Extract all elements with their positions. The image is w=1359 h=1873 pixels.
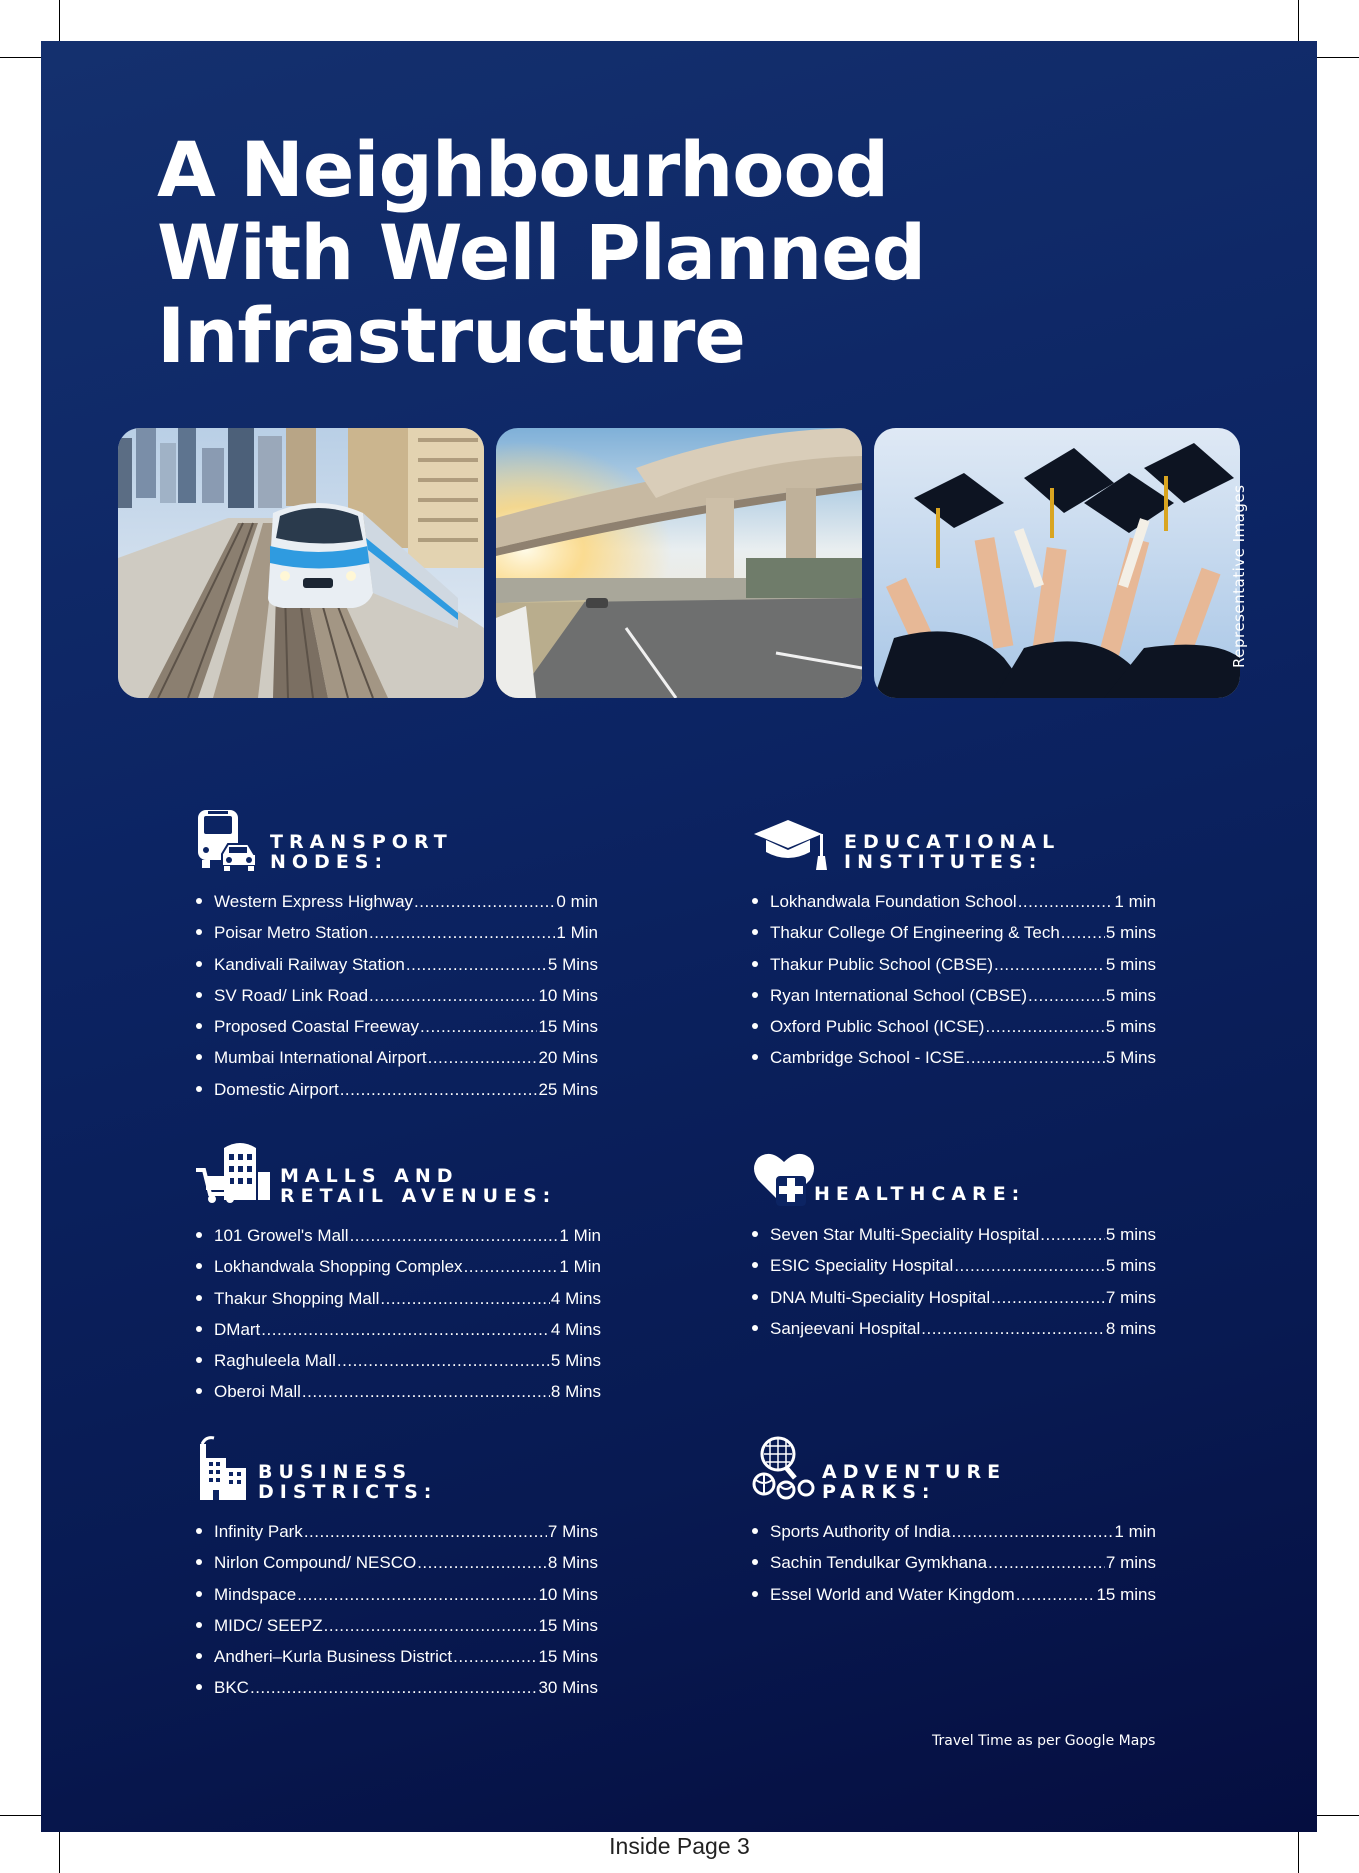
- leader-dots: [428, 1042, 538, 1073]
- travel-time: 5 mins: [1105, 954, 1156, 974]
- business-list: [196, 1516, 598, 1704]
- place-name: Cambridge School - ICSE: [770, 1048, 965, 1068]
- section-header: [196, 1436, 626, 1506]
- section-title-line: PARKS:: [822, 1481, 936, 1503]
- travel-time: 1 min: [1114, 892, 1156, 911]
- place-name: Seven Star Multi-Speciality Hospital: [770, 1225, 1040, 1244]
- leader-dots: [954, 1250, 1105, 1281]
- place-name: Andheri–Kurla Business District: [214, 1647, 453, 1667]
- place-name: Essel World and Water Kingdom: [770, 1584, 1015, 1604]
- place-name: Kandivali Railway Station: [214, 954, 405, 974]
- section-business: [196, 1436, 626, 1698]
- travel-time: 8 mins: [1105, 1318, 1156, 1338]
- headline-line: A Neighbourhood: [157, 125, 889, 214]
- adventure-list: [752, 1516, 1156, 1610]
- list-item: [752, 1282, 1156, 1313]
- list-item: [196, 1220, 601, 1251]
- section-header: [196, 808, 626, 878]
- travel-time: 1 Min: [559, 1257, 601, 1277]
- shopping-cart-icon: [196, 1140, 272, 1204]
- place-name: Thakur Shopping Mall: [214, 1288, 380, 1308]
- leader-dots: [1016, 1579, 1096, 1610]
- section-title-line: TRANSPORT: [270, 831, 453, 853]
- list-item: [752, 917, 1156, 948]
- travel-time: 7 mins: [1105, 1553, 1156, 1573]
- list-item: [196, 1579, 598, 1610]
- leader-dots: [420, 1011, 537, 1042]
- travel-time-footnote: Travel Time as per Google Maps: [932, 1733, 1156, 1749]
- place-name: Sanjeevani Hospital: [770, 1318, 921, 1338]
- crop-mark: [1317, 57, 1359, 58]
- travel-time: 10 Mins: [538, 1584, 598, 1604]
- travel-time: 10 Mins: [538, 985, 598, 1005]
- list-item: [196, 949, 598, 980]
- travel-time: 0 min: [556, 892, 598, 911]
- travel-time: 7 mins: [1105, 1287, 1156, 1307]
- section-header: [752, 1148, 1182, 1218]
- graduation-cap-icon: [752, 808, 828, 872]
- section-title: [844, 832, 1060, 872]
- place-name: Thakur Public School (CBSE): [770, 954, 993, 974]
- leader-dots: [988, 1547, 1105, 1578]
- leader-dots: [337, 1345, 550, 1376]
- place-name: Raghuleela Mall: [214, 1351, 336, 1371]
- transport-list: [196, 886, 598, 1105]
- list-item: [196, 1345, 601, 1376]
- travel-time: 5 mins: [1105, 1256, 1156, 1276]
- travel-time: 25 Mins: [538, 1079, 598, 1099]
- leader-dots: [1040, 1219, 1105, 1250]
- section-title-line: RETAIL AVENUES:: [280, 1185, 557, 1207]
- headline-line: Infrastructure: [157, 291, 745, 380]
- place-name: SV Road/ Link Road: [214, 985, 369, 1005]
- leader-dots: [304, 1516, 547, 1547]
- place-name: Lokhandwala Foundation School: [770, 892, 1017, 911]
- list-item: [196, 1547, 598, 1578]
- malls-list: [196, 1220, 601, 1408]
- list-item: [196, 1042, 598, 1073]
- place-name: Proposed Coastal Freeway: [214, 1017, 420, 1037]
- list-item: [752, 1516, 1156, 1547]
- place-name: Mumbai International Airport: [214, 1048, 427, 1068]
- list-item: [196, 1672, 598, 1703]
- place-name: Infinity Park: [214, 1522, 303, 1541]
- list-item: [196, 1610, 598, 1641]
- place-name: 101 Growel's Mall: [214, 1226, 349, 1245]
- section-header: [196, 1140, 626, 1210]
- place-name: DNA Multi-Speciality Hospital: [770, 1287, 991, 1307]
- travel-time: 15 Mins: [538, 1615, 598, 1635]
- travel-time: 4 Mins: [550, 1319, 601, 1339]
- leader-dots: [991, 1282, 1105, 1313]
- section-title-line: DISTRICTS:: [258, 1481, 438, 1503]
- leader-dots: [1061, 917, 1105, 948]
- leader-dots: [414, 886, 555, 917]
- list-item: [196, 980, 598, 1011]
- travel-time: 4 Mins: [550, 1288, 601, 1308]
- crop-mark: [1317, 1815, 1359, 1816]
- place-name: Poisar Metro Station: [214, 923, 369, 943]
- travel-time: 1 Min: [559, 1226, 601, 1245]
- leader-dots: [453, 1641, 537, 1672]
- travel-time: 5 mins: [1105, 1017, 1156, 1037]
- section-transport: [196, 808, 626, 1099]
- section-title-line: EDUCATIONAL: [844, 831, 1061, 853]
- list-item: [196, 1283, 601, 1314]
- section-title-line: MALLS AND: [280, 1165, 459, 1187]
- section-header: [752, 808, 1182, 878]
- travel-time: 30 Mins: [538, 1678, 598, 1698]
- leader-dots: [302, 1376, 550, 1407]
- section-education: [752, 808, 1182, 1068]
- section-healthcare: [752, 1148, 1182, 1338]
- photo-graduation-caps: [874, 428, 1240, 698]
- section-adventure: [752, 1436, 1182, 1604]
- list-item: [196, 1376, 601, 1407]
- list-item: [752, 1547, 1156, 1578]
- leader-dots: [324, 1610, 538, 1641]
- representative-images-note: Representative Images: [1230, 484, 1248, 668]
- place-name: Thakur College Of Engineering & Tech: [770, 923, 1060, 943]
- crop-mark: [59, 0, 60, 41]
- travel-time: 20 Mins: [538, 1048, 598, 1068]
- list-item: [752, 1011, 1156, 1042]
- list-item: [196, 1251, 601, 1282]
- place-name: BKC: [214, 1678, 249, 1698]
- travel-time: 15 Mins: [538, 1647, 598, 1667]
- section-title-line: BUSINESS: [258, 1461, 413, 1483]
- list-item: [752, 886, 1156, 917]
- section-header: [752, 1436, 1182, 1506]
- leader-dots: [1028, 980, 1105, 1011]
- section-title: [280, 1166, 556, 1206]
- place-name: Mindspace: [214, 1584, 297, 1604]
- travel-time: 5 Mins: [1105, 1048, 1156, 1068]
- section-title: [822, 1462, 1006, 1502]
- leader-dots: [921, 1313, 1105, 1344]
- travel-time: 15 mins: [1096, 1584, 1156, 1604]
- list-item: [196, 1074, 598, 1105]
- place-name: Ryan International School (CBSE): [770, 985, 1028, 1005]
- travel-time: 5 Mins: [550, 1351, 601, 1371]
- heart-plus-icon: [752, 1148, 816, 1212]
- place-name: Oberoi Mall: [214, 1382, 301, 1402]
- list-item: [196, 1314, 601, 1345]
- list-item: [752, 1042, 1156, 1073]
- page-number-label: Inside Page 3: [609, 1833, 750, 1859]
- section-title-line: NODES:: [270, 851, 389, 873]
- place-name: MIDC/ SEEPZ: [214, 1615, 323, 1635]
- place-name: ESIC Speciality Hospital: [770, 1256, 954, 1276]
- section-title: [270, 832, 453, 872]
- leader-dots: [350, 1220, 559, 1251]
- leader-dots: [340, 1074, 538, 1105]
- list-item: [752, 980, 1156, 1011]
- list-item: [752, 949, 1156, 980]
- leader-dots: [952, 1516, 1114, 1547]
- leader-dots: [406, 949, 547, 980]
- travel-time: 1 min: [1114, 1522, 1156, 1541]
- travel-time: 5 mins: [1105, 1225, 1156, 1244]
- list-item: [196, 1516, 598, 1547]
- crop-mark: [0, 57, 41, 58]
- sports-balls-icon: [752, 1436, 816, 1500]
- list-item: [752, 1250, 1156, 1281]
- section-malls: [196, 1140, 626, 1402]
- bus-car-icon: [196, 808, 260, 872]
- place-name: Lokhandwala Shopping Complex: [214, 1257, 463, 1277]
- travel-time: 15 Mins: [538, 1017, 598, 1037]
- list-item: [752, 1313, 1156, 1344]
- list-item: [196, 1011, 598, 1042]
- list-item: [752, 1579, 1156, 1610]
- place-name: DMart: [214, 1319, 261, 1339]
- page-headline: [157, 125, 926, 380]
- crop-mark: [0, 1815, 41, 1816]
- travel-time: 7 Mins: [547, 1522, 598, 1541]
- education-list: [752, 886, 1156, 1074]
- place-name: Nirlon Compound/ NESCO: [214, 1553, 417, 1573]
- factory-building-icon: [196, 1436, 260, 1500]
- place-name: Domestic Airport: [214, 1079, 339, 1099]
- leader-dots: [369, 980, 537, 1011]
- section-title-line: INSTITUTES:: [844, 851, 1043, 873]
- travel-time: 5 mins: [1105, 985, 1156, 1005]
- place-name: Western Express Highway: [214, 892, 414, 911]
- leader-dots: [994, 949, 1105, 980]
- leader-dots: [261, 1314, 550, 1345]
- list-item: [752, 1219, 1156, 1250]
- leader-dots: [380, 1283, 550, 1314]
- leader-dots: [297, 1579, 537, 1610]
- leader-dots: [464, 1251, 559, 1282]
- leader-dots: [417, 1547, 547, 1578]
- travel-time: 5 Mins: [547, 954, 598, 974]
- healthcare-list: [752, 1219, 1156, 1344]
- leader-dots: [1018, 886, 1114, 917]
- list-item: [196, 1641, 598, 1672]
- list-item: [196, 886, 598, 917]
- section-title: [814, 1184, 1025, 1204]
- leader-dots: [369, 917, 555, 948]
- leader-dots: [985, 1011, 1104, 1042]
- headline-line: With Well Planned: [157, 208, 926, 297]
- section-title-line: HEALTHCARE:: [814, 1183, 1026, 1205]
- travel-time: 8 Mins: [547, 1553, 598, 1573]
- leader-dots: [966, 1042, 1105, 1073]
- section-title: [258, 1462, 437, 1502]
- list-item: [196, 917, 598, 948]
- travel-time: 8 Mins: [550, 1382, 601, 1402]
- photo-flyover-road: [496, 428, 862, 698]
- section-title-line: ADVENTURE: [822, 1461, 1007, 1483]
- place-name: Sachin Tendulkar Gymkhana: [770, 1553, 988, 1573]
- travel-time: 1 Min: [556, 923, 598, 943]
- photo-metro-train: [118, 428, 484, 698]
- place-name: Oxford Public School (ICSE): [770, 1017, 985, 1037]
- travel-time: 5 mins: [1105, 923, 1156, 943]
- leader-dots: [250, 1672, 538, 1703]
- place-name: Sports Authority of India: [770, 1522, 951, 1541]
- crop-mark: [1298, 0, 1299, 41]
